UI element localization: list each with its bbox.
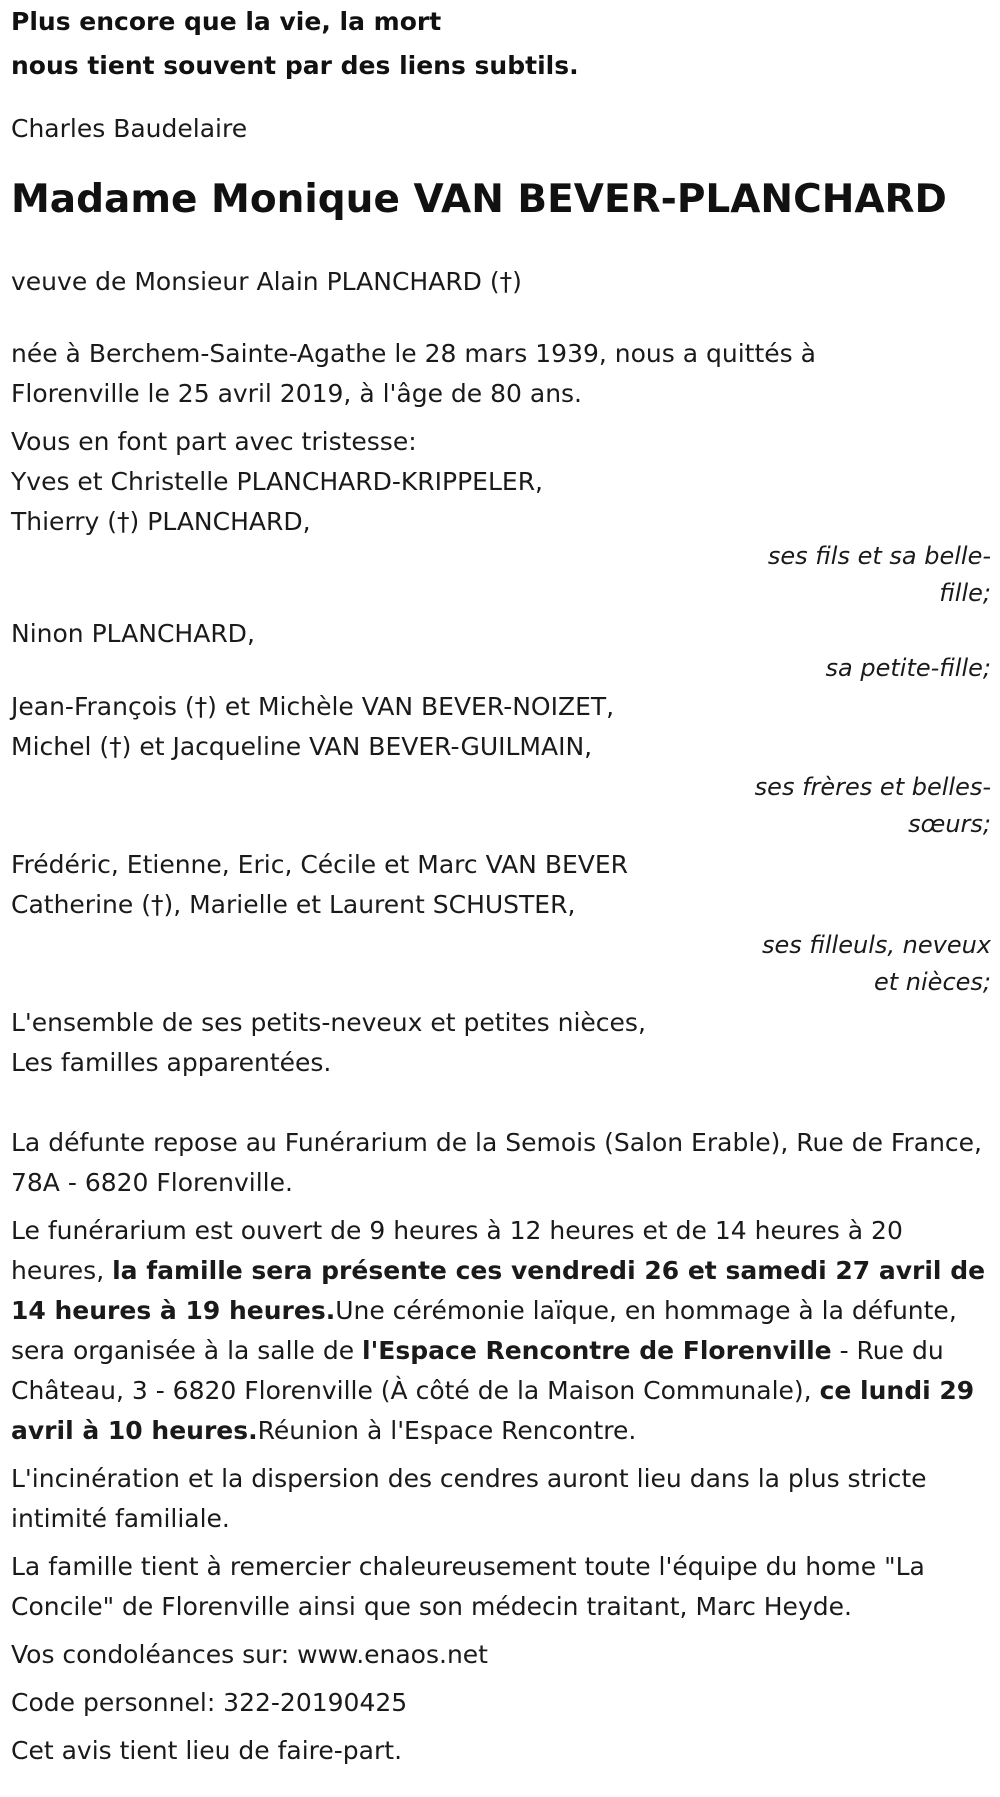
relation-siblings: ses frères et belles-sœurs; bbox=[754, 773, 991, 838]
cremation-info: L'incinération et la dispersion des cendres auront lieu dans la plus stricte intimité familiale. bbox=[11, 1464, 927, 1533]
family-line: Michel (†) et Jacqueline VAN BEVER-GUILMAIN, bbox=[11, 732, 593, 761]
birth-death-line-2: Florenville le 25 avril 2019, à l'âge de 80 ans. bbox=[11, 379, 583, 408]
reunion-text: Réunion à l'Espace Rencontre. bbox=[257, 1416, 637, 1445]
hours-family-present: la famille sera présente ces vendredi 26 et samedi 27 avril de 14 heures à 19 heures. bbox=[11, 1256, 986, 1325]
birth-death-line-1: née à Berchem-Sainte-Agathe le 28 mars 1939, nous a quittés à bbox=[11, 339, 816, 368]
family-line: Jean-François (†) et Michèle VAN BEVER-NOIZET, bbox=[11, 692, 615, 721]
condolences-info: Vos condoléances sur: www.enaos.net bbox=[11, 1640, 488, 1669]
ceremony-venue: l'Espace Rencontre de Florenville bbox=[362, 1336, 832, 1365]
hours-text: Le funérarium est ouvert de 9 heures à 12 heures et de 14 heures à 20 heures, bbox=[11, 1216, 903, 1285]
ceremony-address: - Rue du Château, 3 - 6820 Florenville (À côté de la Maison Communale), bbox=[11, 1336, 944, 1405]
family-line: Thierry (†) PLANCHARD, bbox=[11, 507, 311, 536]
relation-godchildren: ses filleuls, neveux et nièces; bbox=[761, 931, 991, 996]
family-closing-line: L'ensemble de ses petits-neveux et petites nièces, bbox=[11, 1008, 646, 1037]
thanks-info: La famille tient à remercier chaleureusement toute l'équipe du home "La Concile" de Florenville ainsi que son médecin traitant, Marc Heyde. bbox=[11, 1552, 925, 1621]
family-line: Ninon PLANCHARD, bbox=[11, 619, 255, 648]
family-closing-line: Les familles apparentées. bbox=[11, 1048, 332, 1077]
epigraph-line-1: Plus encore que la vie, la mort bbox=[11, 7, 442, 36]
epigraph-line-2: nous tient souvent par des liens subtils. bbox=[11, 51, 579, 80]
widow-of: veuve de Monsieur Alain PLANCHARD (†) bbox=[11, 267, 522, 296]
relation-granddaughter: sa petite-fille; bbox=[825, 654, 991, 682]
repose-info: La défunte repose au Funérarium de la Semois (Salon Erable), Rue de France, 78A - 6820 Florenville. bbox=[11, 1128, 982, 1197]
family-intro: Vous en font part avec tristesse: bbox=[11, 427, 417, 456]
personal-code: Code personnel: 322-20190425 bbox=[11, 1688, 408, 1717]
family-line: Catherine (†), Marielle et Laurent SCHUSTER, bbox=[11, 890, 576, 919]
obituary-notice bbox=[11, 0, 991, 1771]
notice-statement: Cet avis tient lieu de faire-part. bbox=[11, 1736, 403, 1765]
relation-sons: ses fils et sa belle-fille; bbox=[767, 542, 991, 607]
family-line: Yves et Christelle PLANCHARD-KRIPPELER, bbox=[11, 467, 544, 496]
ceremony-text: Une cérémonie laïque, en hommage à la défunte, sera organisée à la salle de bbox=[11, 1296, 957, 1365]
visiting-hours bbox=[11, 1211, 991, 1451]
deceased-name: Madame Monique VAN BEVER-PLANCHARD bbox=[11, 177, 947, 222]
epigraph-author: Charles Baudelaire bbox=[11, 114, 248, 143]
ceremony-date: ce lundi 29 avril à 10 heures. bbox=[11, 1376, 975, 1445]
family-line: Frédéric, Etienne, Eric, Cécile et Marc VAN BEVER bbox=[11, 850, 629, 879]
